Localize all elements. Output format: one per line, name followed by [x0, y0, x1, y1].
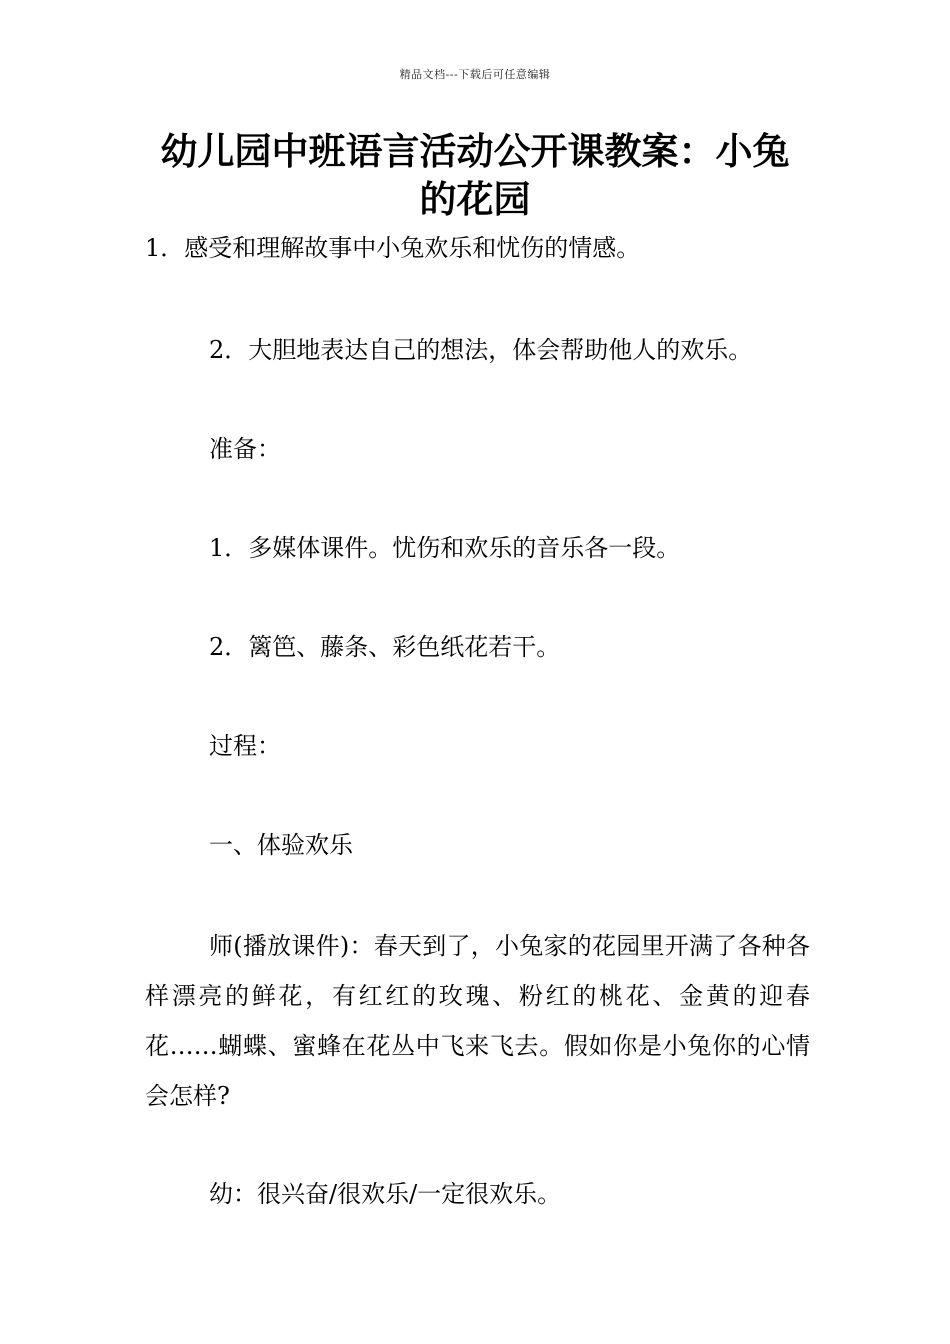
preparation-item-1: 1．多媒体课件。忧伤和欢乐的音乐各一段。: [209, 534, 681, 562]
teacher-paragraph: 师(播放课件)：春天到了，小兔家的花园里开满了各种各样漂亮的鲜花，有红红的玫瑰、粉红的桃花、金黄的迎春花……蝴蝶、蜜蜂在花丛中飞来飞去。假如你是小兔你的心情会怎样?: [145, 932, 810, 1110]
header-note: 精品文档---下载后可任意编辑: [399, 68, 551, 81]
goal-1: 1．感受和理解故事中小兔欢乐和忧伤的情感。: [145, 234, 641, 262]
goal-2: 2．大胆地表达自己的想法，体会帮助他人的欢乐。: [209, 336, 753, 364]
section-heading-1: 一、体验欢乐: [209, 831, 353, 859]
child-response: 幼：很兴奋/很欢乐/一定很欢乐。: [209, 1180, 562, 1208]
page-title: 幼儿园中班语言活动公开课教案：小兔的花园: [160, 130, 790, 221]
process-heading: 过程：: [209, 732, 281, 760]
preparation-item-2: 2．篱笆、藤条、彩色纸花若干。: [209, 633, 561, 661]
preparation-heading: 准备：: [209, 435, 281, 463]
